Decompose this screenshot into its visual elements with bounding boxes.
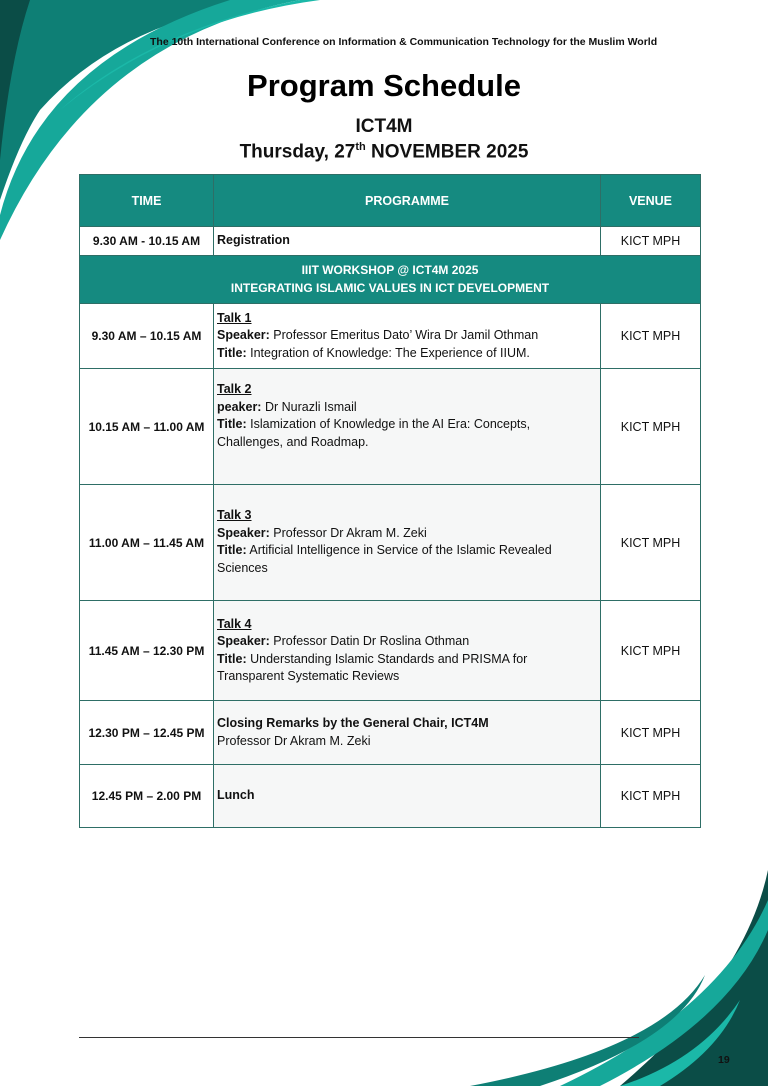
speaker-name: Dr Nurazli Ismail [261, 399, 357, 414]
row-time: 10.15 AM – 11.00 AM [80, 369, 214, 485]
table-row [80, 601, 701, 701]
talk-heading: Talk 1 [217, 310, 252, 325]
page-number: 19 [718, 1054, 730, 1066]
footer-divider [79, 1037, 639, 1038]
table-row [80, 701, 701, 765]
section-title-line1: IIIT WORKSHOP @ ICT4M 2025 [301, 263, 479, 278]
table-row [80, 227, 701, 256]
table-header-row [80, 175, 701, 227]
talk-title: Understanding Islamic Standards and PRISMA for Transparent Systematic Reviews [217, 651, 528, 683]
table-row [80, 304, 701, 369]
row-time: 9.30 AM - 10.15 AM [80, 227, 214, 256]
row-programme: Registration [214, 227, 601, 256]
row-programme [214, 701, 601, 765]
row-venue: KICT MPH [601, 485, 701, 601]
row-time: 11.45 AM – 12.30 PM [80, 601, 214, 701]
talk-heading: Talk 3 [217, 508, 252, 522]
speaker-name: Professor Dr Akram M. Zeki [269, 525, 427, 540]
speaker-name: Professor Emeritus Dato’ Wira Dr Jamil Othman [269, 328, 539, 343]
section-title [80, 256, 701, 304]
title-label: Title: [217, 543, 247, 557]
talk-title: Integration of Knowledge: The Experience of IIUM. [246, 345, 530, 360]
row-programme [214, 369, 601, 485]
header-venue: VENUE [601, 175, 701, 227]
section-header-row [80, 256, 701, 304]
speaker-label: Speaker: [217, 328, 270, 343]
row-venue: KICT MPH [601, 765, 701, 828]
row-programme [214, 485, 601, 601]
event-date [0, 141, 768, 163]
row-venue: KICT MPH [601, 304, 701, 369]
table-row [80, 485, 701, 601]
header-time: TIME [80, 175, 214, 227]
row-time: 12.45 PM – 2.00 PM [80, 765, 214, 828]
closing-name: Professor Dr Akram M. Zeki [217, 733, 371, 748]
row-time: 9.30 AM – 10.15 AM [80, 304, 214, 369]
page-title: Program Schedule [247, 68, 521, 103]
talk-title: Artificial Intelligence in Service of the Islamic Revealed Sciences [217, 543, 552, 575]
talk-heading: Talk 2 [217, 382, 252, 396]
row-time: 11.00 AM – 11.45 AM [80, 485, 214, 601]
event-subtitle: ICT4M [355, 116, 413, 137]
row-programme [214, 304, 601, 369]
date-month-year: NOVEMBER 2025 [365, 141, 529, 163]
row-venue: KICT MPH [601, 701, 701, 765]
talk-heading: Talk 4 [217, 616, 252, 631]
talk-title: Islamization of Knowledge in the AI Era: Concepts, Challenges, and Roadmap. [217, 417, 531, 449]
date-suffix-sup: th [355, 141, 366, 153]
row-programme [214, 601, 601, 701]
conference-header: The 10th International Conference on Information & Communication Technology for the Muslim World [150, 36, 658, 48]
table-row [80, 765, 701, 828]
row-time: 12.30 PM – 12.45 PM [80, 701, 214, 765]
speaker-label: Speaker: [217, 525, 270, 540]
title-label: Title: [217, 651, 247, 666]
speaker-label: peaker: [217, 399, 262, 414]
closing-heading: Closing Remarks by the General Chair, ICT4M [217, 716, 489, 730]
row-venue: KICT MPH [601, 369, 701, 485]
title-label: Title: [217, 345, 247, 360]
schedule-table [79, 174, 701, 828]
row-venue: KICT MPH [601, 601, 701, 701]
speaker-label: Speaker: [217, 634, 270, 648]
section-title-line2: INTEGRATING ISLAMIC VALUES IN ICT DEVELOPMENT [230, 280, 550, 295]
speaker-name: Professor Datin Dr Roslina Othman [269, 634, 470, 648]
date-prefix: Thursday, 27 [239, 141, 356, 163]
row-programme: Lunch [214, 765, 601, 828]
header-programme: PROGRAMME [214, 175, 601, 227]
row-venue: KICT MPH [601, 227, 701, 256]
title-label: Title: [217, 417, 247, 431]
table-row [80, 369, 701, 485]
